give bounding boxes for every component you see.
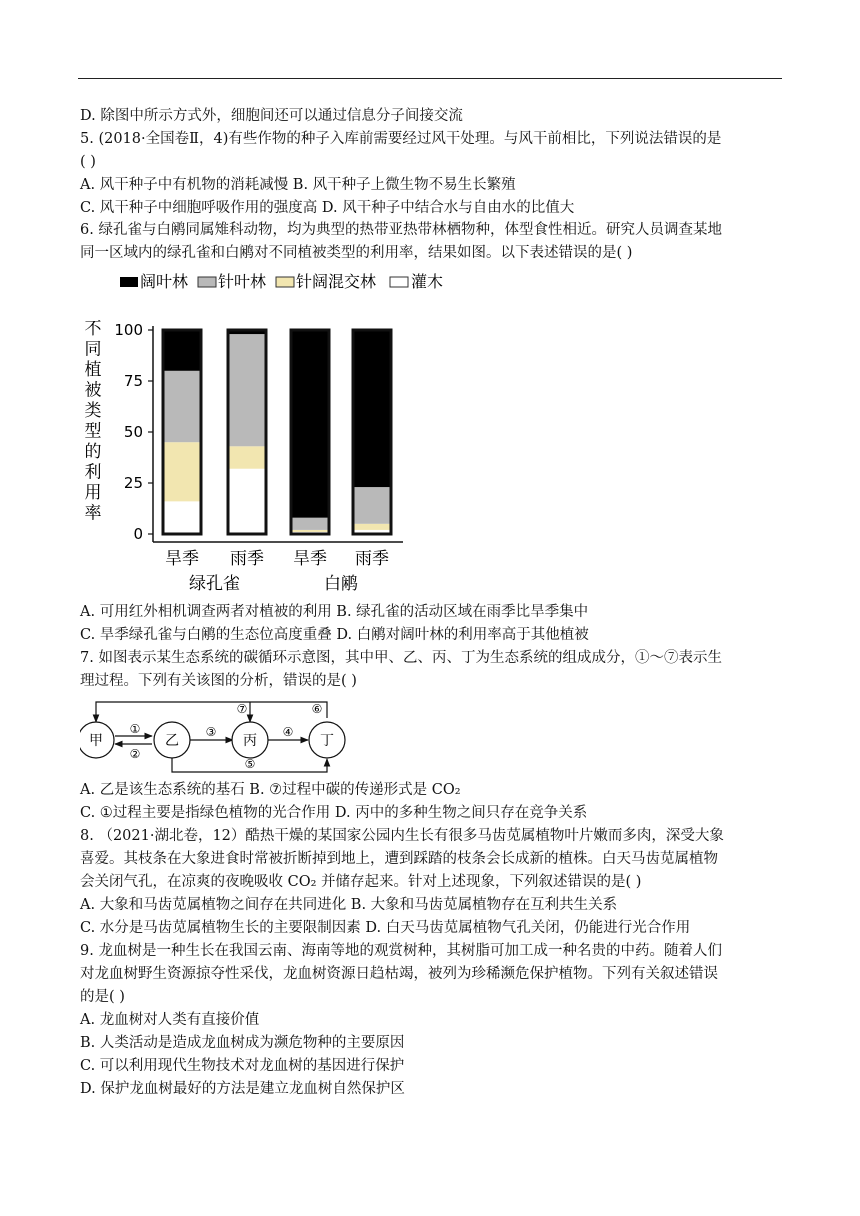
y-tick-label: 0 [133, 525, 143, 543]
q9-option-a: A. 龙血树对人类有直接价值 [80, 1012, 260, 1028]
bar-segment [228, 446, 266, 468]
legend-swatch-conifer [198, 277, 216, 287]
label-3: ③ [205, 725, 217, 739]
legend-swatch-broadleaf [120, 277, 138, 287]
q5-stem-line1: 5. (2018·全国卷Ⅱ，4)有些作物的种子入库前需要经过风干处理。与风干前相比，下列说法错误的是 [80, 131, 722, 147]
q6-options-cd: C. 旱季绿孔雀与白鹇的生态位高度重叠 D. 白鹇对阔叶林的利用率高于其他植被 [80, 627, 589, 643]
legend-label-broadleaf: 阔叶林 [140, 272, 189, 291]
label-5: ⑤ [244, 757, 256, 771]
node-jia-label: 甲 [89, 733, 103, 749]
q8-stem-line3: 会关闭气孔，在凉爽的夜晚吸收 CO₂ 并储存起来。针对上述现象，下列叙述错误的是( ) [80, 874, 642, 890]
label-1: ① [129, 722, 141, 736]
y-axis-label-char: 率 [84, 503, 102, 524]
bar-segment [163, 442, 201, 501]
q9-stem-line1: 9. 龙血树是一种生长在我国云南、海南等地的观赏树种，其树脂可加工成一种名贵的中药。随着人们 [80, 943, 722, 959]
y-axis-label-char: 被 [84, 380, 102, 401]
chart-category-labels [165, 549, 389, 594]
y-axis-label [85, 319, 102, 524]
node-bing-label: 丙 [243, 733, 257, 749]
x-tick-label: 雨季 [230, 549, 264, 569]
y-axis-label-char: 不 [84, 319, 102, 339]
y-axis-label-char: 类 [84, 401, 102, 421]
node-ding-label: 丁 [320, 733, 334, 749]
label-7: ⑦ [236, 702, 248, 716]
node-yi-label: 乙 [165, 733, 179, 749]
q9-option-c: C. 可以利用现代生物技术对龙血树的基因进行保护 [80, 1058, 405, 1074]
arrow-ding-to-jia [96, 702, 327, 722]
bar-segment [163, 371, 201, 442]
q9-option-b: B. 人类活动是造成龙血树成为濒危物种的主要原因 [80, 1035, 405, 1051]
q8-options-ab: A. 大象和马齿苋属植物之间存在共同进化 B. 大象和马齿苋属植物存在互利共生关系 [80, 897, 618, 913]
label-6: ⑥ [311, 702, 323, 716]
y-tick-label: 50 [123, 423, 143, 441]
y-axis-label-char: 用 [84, 483, 102, 503]
q7-options-ab: A. 乙是该生态系统的基石 B. ⑦过程中碳的传递形式是 CO₂ [80, 782, 461, 798]
label-2: ② [129, 747, 141, 761]
bar-segment [163, 330, 201, 371]
q6-options-ab: A. 可用红外相机调查两者对植被的利用 B. 绿孔雀的活动区域在雨季比旱季集中 [80, 604, 589, 620]
bar-segment [228, 469, 266, 534]
bar-segment [228, 334, 266, 446]
y-axis-label-char: 利 [84, 462, 102, 483]
y-axis-label-char: 植 [84, 360, 102, 380]
q7-options-cd: C. ①过程主要是指绿色植物的光合作用 D. 丙中的多种生物之间只存在竞争关系 [80, 805, 588, 821]
legend-swatch-mixed [276, 277, 294, 287]
q5-options-cd: C. 风干种子中细胞呼吸作用的强度高 D. 风干种子中结合水与自由水的比值大 [80, 200, 575, 216]
y-tick-label: 75 [123, 372, 143, 390]
chart-bars [163, 330, 391, 534]
bar-segment [353, 487, 391, 524]
x-group-label: 白鹇 [324, 574, 358, 594]
x-tick-label: 旱季 [293, 549, 327, 569]
q7-stem-line1: 7. 如图表示某生态系统的碳循环示意图，其中甲、乙、丙、丁为生态系统的组成成分，①～⑦表示生 [80, 650, 722, 666]
x-group-label: 绿孔雀 [189, 574, 240, 594]
legend-label-mixed: 针阔混交林 [296, 272, 377, 291]
q6-stem-line1: 6. 绿孔雀与白鹇同属雉科动物，均为典型的热带亚热带林栖物种，体型食性相近。研究人员调查某地 [80, 222, 722, 238]
header-rule [78, 78, 782, 79]
y-tick-label: 100 [114, 321, 143, 339]
x-tick-label: 旱季 [165, 549, 199, 569]
q4-option-d: D. 除图中所示方式外，细胞间还可以通过信息分子间接交流 [80, 108, 463, 124]
bar-segment [291, 330, 329, 518]
label-4: ④ [282, 725, 294, 739]
q8-stem-line2: 喜爱。其枝条在大象进食时常被折断掉到地上，遭到踩踏的枝条会长成新的植株。白天马齿苋属植物 [80, 851, 718, 867]
legend-label-shrub: 灌木 [411, 272, 444, 291]
q5-stem-line2: ( ) [80, 154, 96, 170]
q7-stem-line2: 理过程。下列有关该图的分析，错误的是( ) [80, 673, 357, 689]
bar-segment [291, 518, 329, 530]
q8-options-cd: C. 水分是马齿苋属植物生长的主要限制因素 D. 白天马齿苋属植物气孔关闭，仍能进行光合作用 [80, 920, 691, 936]
y-axis-label-char: 型 [84, 421, 102, 442]
bar-segment [353, 524, 391, 530]
bar-segment [163, 501, 201, 534]
carbon-cycle-diagram [80, 696, 360, 776]
bar-segment [291, 530, 329, 532]
utilization-chart [80, 268, 460, 598]
y-tick-label: 25 [123, 474, 143, 492]
q8-stem-line1: 8. （2021·湖北卷，12）酷热干燥的某国家公园内生长有很多马齿苋属植物叶片嫩而多肉，深受大象 [80, 828, 724, 844]
q5-options-ab: A. 风干种子中有机物的消耗减慢 B. 风干种子上微生物不易生长繁殖 [80, 177, 516, 193]
q9-option-d: D. 保护龙血树最好的方法是建立龙血树自然保护区 [80, 1081, 405, 1097]
legend-label-conifer: 针叶林 [218, 272, 267, 291]
q9-stem-line3: 的是( ) [80, 989, 125, 1005]
y-axis-label-char: 同 [84, 339, 102, 360]
x-tick-label: 雨季 [355, 549, 389, 569]
chart-legend [120, 272, 443, 291]
q9-stem-line2: 对龙血树野生资源掠夺性采伐，龙血树资源日趋枯竭，被列为珍稀濒危保护植物。下列有关叙述错误 [80, 966, 718, 982]
q6-stem-line2: 同一区域内的绿孔雀和白鹇对不同植被类型的利用率，结果如图。以下表述错误的是( ) [80, 245, 633, 261]
y-axis-label-char: 的 [84, 442, 102, 462]
bar-segment [353, 330, 391, 487]
legend-swatch-shrub [390, 277, 408, 287]
